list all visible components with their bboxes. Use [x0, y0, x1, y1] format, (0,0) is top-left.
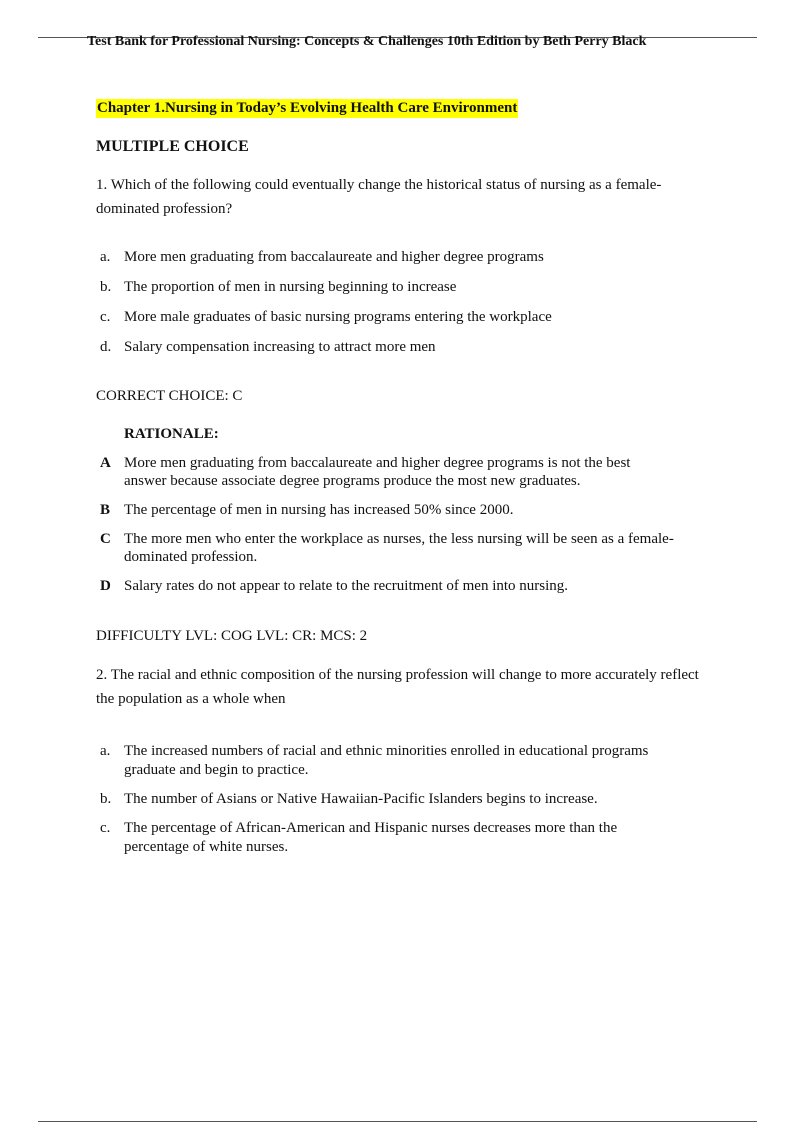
question-2-choices [96, 742, 676, 867]
choice-letter: b. [100, 279, 112, 295]
choice-text: The number of Asians or Native Hawaiian-Pacific Islanders begins to increase. [124, 791, 598, 807]
rationale-text: The more men who enter the workplace as nurses, the less nursing will be seen as a female-dominated profession. [124, 531, 674, 565]
difficulty-level: DIFFICULTY LVL: COG LVL: CR: MCS: 2 [96, 628, 368, 644]
chapter-title: Chapter 1.Nursing in Today’s Evolving Health Care Environment [97, 100, 518, 116]
choice-text: The percentage of African-American and Hispanic nurses decreases more than the percentage of white nurses. [124, 820, 618, 855]
question-1-text: 1. Which of the following could eventually change the historical status of nursing as a female-dominated profession? [96, 177, 662, 217]
choice-letter: a. [100, 249, 111, 265]
choice-item [96, 819, 676, 857]
rationale-letter: D [100, 578, 111, 594]
rationale-item [96, 501, 676, 519]
choice-item [96, 742, 676, 780]
rationale-item [96, 530, 676, 566]
rationale-letter: B [100, 502, 111, 518]
choice-letter: d. [100, 339, 112, 355]
choice-text: More male graduates of basic nursing programs entering the workplace [124, 309, 552, 325]
document-header-title: Test Bank for Professional Nursing: Concepts & Challenges 10th Edition by Beth Perry Black [87, 34, 647, 49]
choice-item [96, 308, 676, 327]
rationale-text: The percentage of men in nursing has increased 50% since 2000. [124, 502, 514, 518]
rationale-list [96, 454, 676, 606]
rationale-text: Salary rates do not appear to relate to the recruitment of men into nursing. [124, 578, 569, 594]
choice-text: The proportion of men in nursing beginning to increase [124, 279, 457, 295]
choice-item [96, 790, 676, 809]
question-1-choices [96, 248, 676, 368]
footer-rule [38, 1121, 757, 1122]
question-2-text: 2. The racial and ethnic composition of the nursing profession will change to more accurately reflect the population as a whole when [96, 667, 699, 707]
choice-text: More men graduating from baccalaureate and higher degree programs [124, 249, 544, 265]
choice-text: The increased numbers of racial and ethnic minorities enrolled in educational programs graduate and begin to practice. [124, 743, 649, 778]
choice-item [96, 338, 676, 357]
section-heading: MULTIPLE CHOICE [96, 138, 249, 155]
correct-choice: CORRECT CHOICE: C [96, 388, 243, 404]
rationale-letter: C [100, 531, 111, 547]
choice-letter: c. [100, 309, 111, 325]
choice-text: Salary compensation increasing to attract more men [124, 339, 436, 355]
choice-letter: a. [100, 743, 111, 759]
choice-letter: b. [100, 791, 112, 807]
choice-letter: c. [100, 820, 111, 836]
rationale-heading: RATIONALE: [124, 426, 219, 442]
choice-item [96, 248, 676, 267]
rationale-item [96, 577, 676, 595]
rationale-item [96, 454, 676, 490]
choice-item [96, 278, 676, 297]
rationale-text: More men graduating from baccalaureate and higher degree programs is not the best answer because associate degree programs produce the most new graduates. [124, 455, 631, 489]
rationale-letter: A [100, 455, 111, 471]
